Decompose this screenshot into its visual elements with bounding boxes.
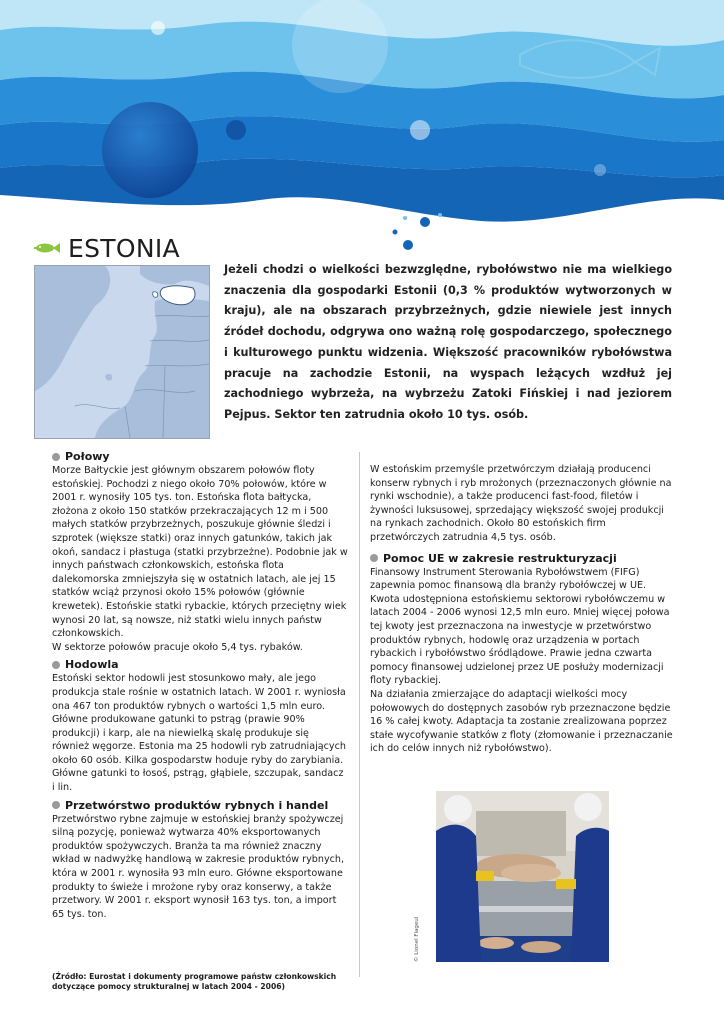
section-body: Morze Bałtyckie jest głównym obszarem połowów floty estońskiej. Pochodzi z niego około 70% połowów, które w 2001 r. wynosiły 105 tys. ton. Estońska flota bałtycka, złożona z około 150 statków przekraczających 12 m i 500 małych statków przybrzeżnych, poszukuje głównie śledzi i szprotek (większe statki) oraz innych gatunków, takich jak okoń, sandacz i płastuga (statki przybrzeżne). Podobnie jak w innych państwach członkowskich, estońska flota dalekomorska zmniejszyła się w ostatnich latach, ale jej 15 statków wciąż przynosi około 15% połowów (głównie krewetek). Estońskie statki rybackie, których przeciętny wiek wynosi 20 lat, są nowsze, niż statki wielu innych państw członkowskich. W sektorze połowów pracuje około 5,4 tys. rybaków. <box>52 465 348 653</box>
left-column <box>52 449 348 924</box>
bullet-icon <box>52 453 60 461</box>
photo-credit: © Lionel Flageul <box>414 916 420 962</box>
column-divider <box>359 452 360 977</box>
estonia-map <box>34 265 210 439</box>
fish-processing-photo <box>436 791 609 962</box>
source-note: (Źródło: Eurostat i dokumenty programowe państw członkowskich dotyczące pomocy strukturalnej w latach 2004 - 2006) <box>52 972 337 991</box>
wave-banner <box>0 0 724 255</box>
title-row <box>34 233 180 263</box>
section-body: Estoński sektor hodowli jest stosunkowo mały, ale jego produkcja stale rośnie w ostatnich latach. W 2001 r. wyniosła ona 467 ton produktów rybnych o wartości 1,5 mln euro. Główne produkowane gatunki to pstrąg (prawie 90% produkcji) i karp, ale na niewielką skalę produkuje się również węgorze. Estonia ma 25 hodowli ryb zatrudniających około 60 osób. Kilka gospodarstw hoduje ryby do zarybiania. Główne gatunki to łosoś, pstrąg, głąbiele, szczupak, sandacz i lin. <box>52 673 346 794</box>
section-body: Przetwórstwo rybne zajmuje w estońskiej branży spożywczej silną pozycję, ponieważ wytwarza 40% eksportowanych produktów spożywczych. Branża ta ma również znaczny wkład w nadwyżkę handlową w zakresie produktów rybnych, która w 2001 r. wynosiła 93 mln euro. Główne eksportowane produkty to świeże i mrożone ryby oraz konserwy, a także przetwory. W 2001 r. eksport wynosił 163 tys. ton, a import 65 tys. ton. <box>52 813 345 920</box>
section-heading <box>52 657 348 672</box>
section-polowy <box>52 449 348 654</box>
section-przetworstwo <box>52 798 348 922</box>
section-heading <box>52 449 348 464</box>
right-column <box>370 463 675 759</box>
section-pomoc <box>370 551 675 756</box>
section-przetworcy <box>370 463 675 545</box>
fish-icon <box>34 241 60 255</box>
section-heading <box>52 798 348 813</box>
section-heading-text: Hodowla <box>65 658 119 672</box>
section-heading-text: Połowy <box>65 450 110 463</box>
page-title: ESTONIA <box>68 233 180 263</box>
bullet-icon <box>52 661 60 669</box>
bullet-icon <box>370 554 378 562</box>
map-illustration <box>35 266 209 438</box>
photo-illustration <box>436 791 609 962</box>
section-hodowla <box>52 657 348 794</box>
intro-paragraph: Jeżeli chodzi o wielkości bezwzględne, rybołówstwo nie ma wielkiego znaczenia dla gospodarki Estonii (0,3 % produktów wytworzonych w kraju), ale na obszarach przybrzeżnych, gdzie niewiele jest innych źródeł dochodu, odgrywa ono ważną rolę gospodarczego, społecznego i kulturowego punktu widzenia. Większość pracowników rybołówstwa pracuje na zachodzie Estonii, na wyspach leżących wzdłuż jej zachodniego wybrzeża, na wybrzeżu Zatoki Fińskiej i nad jeziorem Pejpus. Sektor ten zatrudnia około 10 tys. osób. <box>224 263 672 421</box>
section-body: Finansowy Instrument Sterowania Rybołówstwem (FIFG) zapewnia pomoc finansową dla branży rybołówczej w UE. Kwota udostępniona estońskiemu sektorowi rybołówczemu w latach 2004 - 2006 wynosi 12,5 mln euro. Mniej więcej połowa tej kwoty jest przeznaczona na inwestycje w przetwórstwo produktów rybnych, hodowlę oraz urządzenia w portach rybackich i rybołówstwo śródlądowe. Prawie jedna czwarta pomocy finansowej udzielonej przez UE posłuży modernizacji floty rybackiej. Na działania zmierzające do adaptacji wielkości mocy połowowych do dostępnych zasobów ryb przeznaczone będzie 16 % całej kwoty. Adaptacja ta zostanie zrealizowana poprzez stałe wycofywanie statków z floty (złomowanie i przeznaczanie ich do celów innych niż rybołówstwo). <box>370 566 673 755</box>
section-heading-text: Przetwórstwo produktów rybnych i handel <box>65 798 329 812</box>
bullet-icon <box>52 801 60 809</box>
section-heading <box>370 551 675 566</box>
section-body: W estońskim przemyśle przetwórczym działają producenci konserw rybnych i ryb mrożonych (przeznaczonych głównie na rynki wschodnie), a także producenci fast-food, filetów i żywności luksusowej, sprzedający większość swojej produkcji na rynkach zachodnich. Około 80 estońskich firm przetwórczych zatrudnia 4,5 tys. osób. <box>370 464 672 543</box>
section-heading-text: Pomoc UE w zakresie restrukturyzacji <box>383 551 617 565</box>
